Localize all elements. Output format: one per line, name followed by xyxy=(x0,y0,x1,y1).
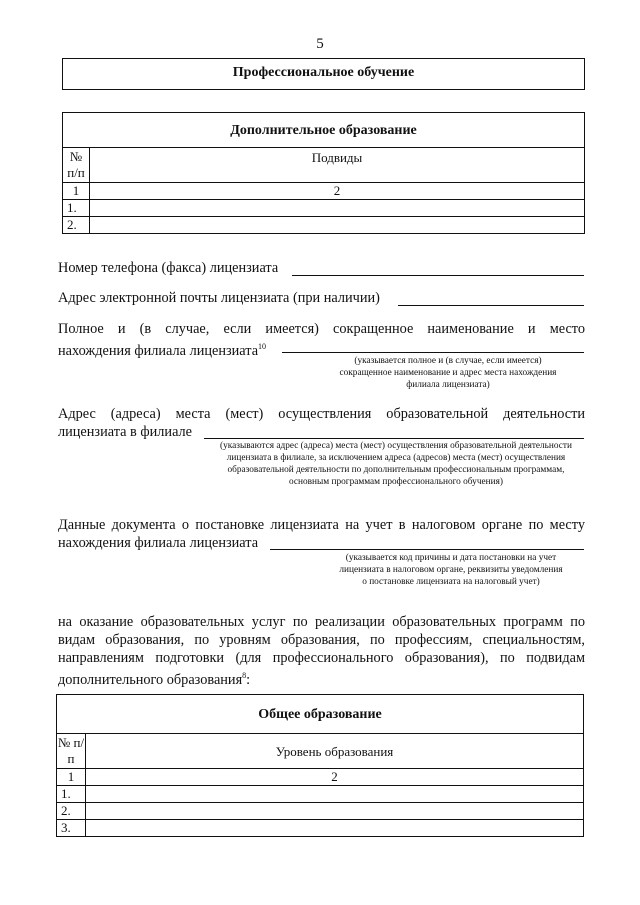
table-row xyxy=(57,820,584,837)
additional-education-table xyxy=(62,112,585,234)
table-numbers-row xyxy=(63,183,585,200)
branch-name-label-line1: Полное и (в случае, если имеется) сокращенное наименование и место xyxy=(58,321,585,337)
table-cell: 1. xyxy=(63,200,90,217)
services-line1: на оказание образовательных услуг по реализации образовательных программ по xyxy=(58,614,585,630)
phone-label: Номер телефона (факса) лицензиата xyxy=(58,260,279,276)
table-cell xyxy=(86,820,584,837)
tax-note: (указывается код причины и дата постановки на учет лицензиата в налоговом органе, реквизиты уведомления о постановке лицензиата на налоговый учет) xyxy=(339,553,563,587)
branch-name-label-line2 xyxy=(58,338,266,360)
activity-address-note: (указываются адрес (адреса) места (мест) осуществления образовательной деятельности лицензиата в филиале, за исключением адреса (адресов) места (мест) осуществления образовательной деятельности по дополнительным профессиональным программам, основным программам профессионального обучения) xyxy=(220,441,572,487)
prof-training-box xyxy=(62,58,585,90)
activity-address-label-line1: Адрес (адреса) места (мест) осуществления образовательной деятельности xyxy=(58,406,585,422)
branch-name-field-line[interactable] xyxy=(282,352,584,353)
table-column-header-row xyxy=(57,734,584,769)
table-cell: 2 xyxy=(90,183,585,200)
services-line2: видам образования, по уровням образования, по профессиям, специальностям, xyxy=(58,632,585,648)
col-level-header-text: Уровень образования xyxy=(275,743,394,759)
table-cell: 1. xyxy=(57,786,86,803)
table-cell xyxy=(90,217,585,234)
table-cell xyxy=(86,803,584,820)
additional-education-title-text: Дополнительное образование xyxy=(230,122,417,138)
table-numbers-row xyxy=(57,769,584,786)
table-column-header-row xyxy=(63,148,585,183)
tax-label-line1: Данные документа о постановке лицензиата на учет в налоговом органе по месту xyxy=(58,517,585,533)
activity-address-field-line[interactable] xyxy=(204,438,584,439)
tax-field-line[interactable] xyxy=(270,549,584,550)
activity-address-label-line2: лицензиата в филиале xyxy=(58,424,193,440)
services-line4 xyxy=(58,667,250,689)
col-level-header xyxy=(86,734,584,769)
footnote-ref: 8 xyxy=(242,671,247,680)
table-row xyxy=(57,786,584,803)
col-num-header xyxy=(63,148,90,183)
col-subtypes-header-text: Подвиды xyxy=(311,150,363,165)
general-education-title-text: Общее образование xyxy=(258,706,382,722)
general-education-table xyxy=(56,694,584,837)
table-cell xyxy=(90,200,585,217)
col-num-header-text: № п/п xyxy=(57,735,85,766)
email-field-line[interactable] xyxy=(398,305,584,306)
table-row xyxy=(57,803,584,820)
col-subtypes-header xyxy=(90,148,585,183)
table-cell: 1 xyxy=(63,183,90,200)
col-num-header-text: № п/п xyxy=(67,149,85,180)
branch-name-label-text: нахождения филиала лицензиата xyxy=(58,342,259,359)
table-cell xyxy=(86,786,584,803)
prof-training-title: Профессиональное обучение xyxy=(232,65,415,80)
table-cell: 1 xyxy=(57,769,86,786)
page-number: 5 xyxy=(316,36,324,52)
table-header-row xyxy=(63,113,585,148)
email-label: Адрес электронной почты лицензиата (при наличии) xyxy=(58,290,380,306)
services-line3: направлениям подготовки (для профессионального образования), по подвидам xyxy=(58,650,585,666)
services-line4-tail: : xyxy=(246,671,251,688)
additional-education-title xyxy=(63,113,585,148)
table-cell: 3. xyxy=(57,820,86,837)
services-line4-text: дополнительного образования xyxy=(58,671,243,688)
footnote-ref: 10 xyxy=(258,342,267,351)
table-header-row xyxy=(57,695,584,734)
table-cell: 2 xyxy=(86,769,584,786)
table-cell: 2. xyxy=(63,217,90,234)
table-row xyxy=(63,217,585,234)
phone-field-line[interactable] xyxy=(292,275,584,276)
general-education-title xyxy=(57,695,584,734)
col-num-header xyxy=(57,734,86,769)
branch-name-note: (указывается полное и (в случае, если имеется) сокращенное наименование и адрес места нахождения филиала лицензиата) xyxy=(339,356,557,390)
tax-label-line2: нахождения филиала лицензиата xyxy=(58,535,259,551)
table-cell: 2. xyxy=(57,803,86,820)
table-row xyxy=(63,200,585,217)
